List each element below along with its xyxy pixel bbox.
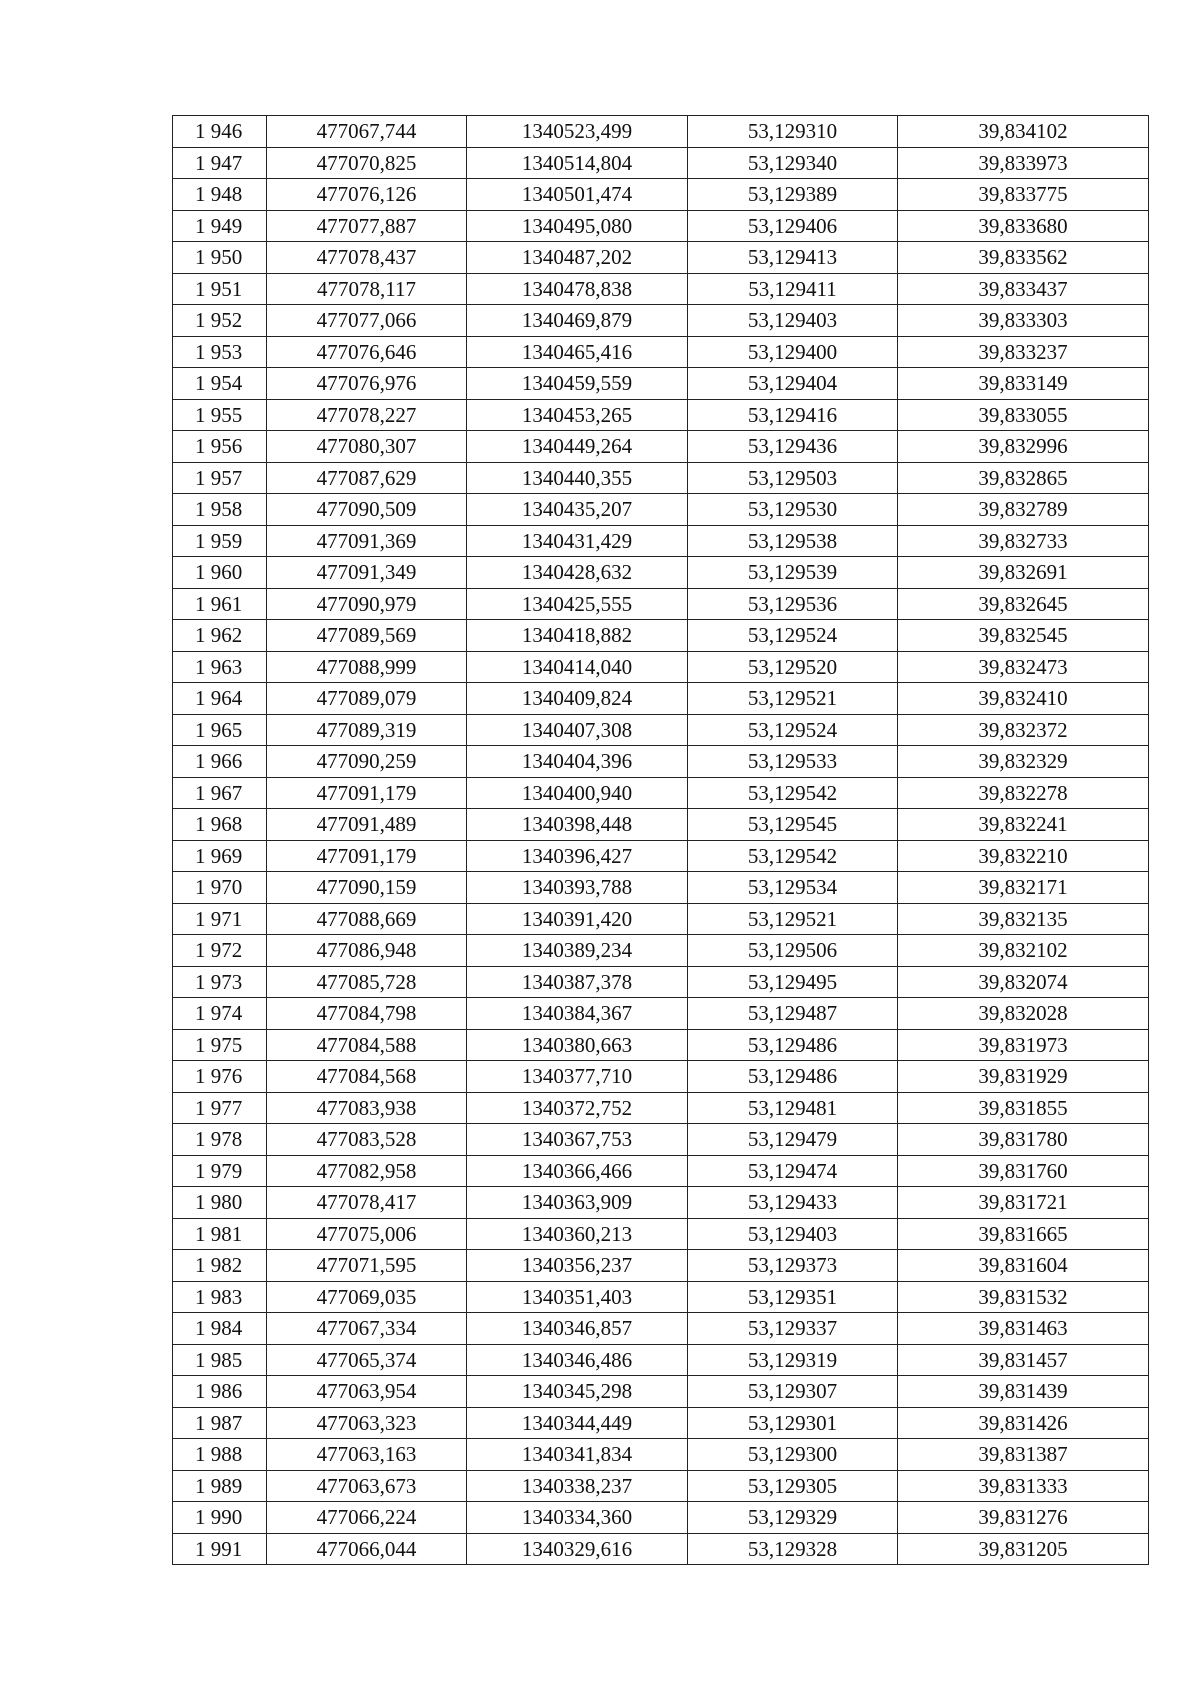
y-coordinate-cell: 1340329,616 (467, 1533, 688, 1565)
point-number-cell: 1 957 (173, 462, 267, 494)
point-number-cell: 1 972 (173, 935, 267, 967)
y-coordinate-cell: 1340398,448 (467, 809, 688, 841)
x-coordinate-cell: 477091,179 (267, 777, 467, 809)
point-number-cell: 1 948 (173, 179, 267, 211)
table-row (173, 273, 1149, 305)
table-row (173, 1061, 1149, 1093)
y-coordinate-cell: 1340404,396 (467, 746, 688, 778)
latitude-cell: 53,129539 (688, 557, 898, 589)
longitude-cell: 39,831721 (898, 1187, 1149, 1219)
longitude-cell: 39,831665 (898, 1218, 1149, 1250)
table-row (173, 620, 1149, 652)
table-row (173, 462, 1149, 494)
table-row (173, 840, 1149, 872)
latitude-cell: 53,129400 (688, 336, 898, 368)
y-coordinate-cell: 1340334,360 (467, 1502, 688, 1534)
table-row (173, 368, 1149, 400)
table-row (173, 1218, 1149, 1250)
point-number-cell: 1 963 (173, 651, 267, 683)
point-number-cell: 1 965 (173, 714, 267, 746)
x-coordinate-cell: 477082,958 (267, 1155, 467, 1187)
y-coordinate-cell: 1340380,663 (467, 1029, 688, 1061)
longitude-cell: 39,833562 (898, 242, 1149, 274)
table-row (173, 1407, 1149, 1439)
y-coordinate-cell: 1340428,632 (467, 557, 688, 589)
latitude-cell: 53,129411 (688, 273, 898, 305)
point-number-cell: 1 977 (173, 1092, 267, 1124)
longitude-cell: 39,833303 (898, 305, 1149, 337)
table-row (173, 525, 1149, 557)
longitude-cell: 39,831604 (898, 1250, 1149, 1282)
point-number-cell: 1 991 (173, 1533, 267, 1565)
point-number-cell: 1 988 (173, 1439, 267, 1471)
latitude-cell: 53,129495 (688, 966, 898, 998)
table-row (173, 998, 1149, 1030)
longitude-cell: 39,832102 (898, 935, 1149, 967)
longitude-cell: 39,831205 (898, 1533, 1149, 1565)
x-coordinate-cell: 477076,976 (267, 368, 467, 400)
y-coordinate-cell: 1340363,909 (467, 1187, 688, 1219)
x-coordinate-cell: 477078,117 (267, 273, 467, 305)
point-number-cell: 1 982 (173, 1250, 267, 1282)
table-row (173, 336, 1149, 368)
latitude-cell: 53,129337 (688, 1313, 898, 1345)
table-row (173, 1250, 1149, 1282)
y-coordinate-cell: 1340407,308 (467, 714, 688, 746)
table-row (173, 714, 1149, 746)
point-number-cell: 1 966 (173, 746, 267, 778)
longitude-cell: 39,832789 (898, 494, 1149, 526)
point-number-cell: 1 950 (173, 242, 267, 274)
x-coordinate-cell: 477063,323 (267, 1407, 467, 1439)
latitude-cell: 53,129433 (688, 1187, 898, 1219)
latitude-cell: 53,129486 (688, 1029, 898, 1061)
point-number-cell: 1 978 (173, 1124, 267, 1156)
point-number-cell: 1 990 (173, 1502, 267, 1534)
point-number-cell: 1 953 (173, 336, 267, 368)
x-coordinate-cell: 477085,728 (267, 966, 467, 998)
x-coordinate-cell: 477076,646 (267, 336, 467, 368)
x-coordinate-cell: 477089,079 (267, 683, 467, 715)
x-coordinate-cell: 477070,825 (267, 147, 467, 179)
longitude-cell: 39,832028 (898, 998, 1149, 1030)
y-coordinate-cell: 1340400,940 (467, 777, 688, 809)
y-coordinate-cell: 1340344,449 (467, 1407, 688, 1439)
x-coordinate-cell: 477084,568 (267, 1061, 467, 1093)
latitude-cell: 53,129436 (688, 431, 898, 463)
x-coordinate-cell: 477091,369 (267, 525, 467, 557)
longitude-cell: 39,833973 (898, 147, 1149, 179)
longitude-cell: 39,831426 (898, 1407, 1149, 1439)
table-row (173, 872, 1149, 904)
y-coordinate-cell: 1340465,416 (467, 336, 688, 368)
y-coordinate-cell: 1340360,213 (467, 1218, 688, 1250)
longitude-cell: 39,833055 (898, 399, 1149, 431)
y-coordinate-cell: 1340377,710 (467, 1061, 688, 1093)
latitude-cell: 53,129538 (688, 525, 898, 557)
longitude-cell: 39,832210 (898, 840, 1149, 872)
table-row (173, 1470, 1149, 1502)
longitude-cell: 39,832410 (898, 683, 1149, 715)
latitude-cell: 53,129351 (688, 1281, 898, 1313)
coordinates-table (172, 115, 1149, 1565)
x-coordinate-cell: 477066,044 (267, 1533, 467, 1565)
table-row (173, 557, 1149, 589)
longitude-cell: 39,832074 (898, 966, 1149, 998)
point-number-cell: 1 954 (173, 368, 267, 400)
table-row (173, 1281, 1149, 1313)
latitude-cell: 53,129416 (688, 399, 898, 431)
x-coordinate-cell: 477076,126 (267, 179, 467, 211)
longitude-cell: 39,831929 (898, 1061, 1149, 1093)
point-number-cell: 1 981 (173, 1218, 267, 1250)
longitude-cell: 39,833149 (898, 368, 1149, 400)
latitude-cell: 53,129486 (688, 1061, 898, 1093)
latitude-cell: 53,129413 (688, 242, 898, 274)
y-coordinate-cell: 1340366,466 (467, 1155, 688, 1187)
y-coordinate-cell: 1340449,264 (467, 431, 688, 463)
point-number-cell: 1 956 (173, 431, 267, 463)
latitude-cell: 53,129506 (688, 935, 898, 967)
longitude-cell: 39,832545 (898, 620, 1149, 652)
latitude-cell: 53,129521 (688, 683, 898, 715)
x-coordinate-cell: 477063,163 (267, 1439, 467, 1471)
point-number-cell: 1 949 (173, 210, 267, 242)
point-number-cell: 1 986 (173, 1376, 267, 1408)
x-coordinate-cell: 477091,179 (267, 840, 467, 872)
longitude-cell: 39,832473 (898, 651, 1149, 683)
x-coordinate-cell: 477069,035 (267, 1281, 467, 1313)
longitude-cell: 39,832645 (898, 588, 1149, 620)
x-coordinate-cell: 477084,798 (267, 998, 467, 1030)
y-coordinate-cell: 1340478,838 (467, 273, 688, 305)
point-number-cell: 1 951 (173, 273, 267, 305)
x-coordinate-cell: 477088,999 (267, 651, 467, 683)
table-row (173, 116, 1149, 148)
table-row (173, 588, 1149, 620)
longitude-cell: 39,831532 (898, 1281, 1149, 1313)
x-coordinate-cell: 477067,744 (267, 116, 467, 148)
x-coordinate-cell: 477084,588 (267, 1029, 467, 1061)
x-coordinate-cell: 477067,334 (267, 1313, 467, 1345)
x-coordinate-cell: 477089,569 (267, 620, 467, 652)
point-number-cell: 1 955 (173, 399, 267, 431)
table-row (173, 1439, 1149, 1471)
table-row (173, 179, 1149, 211)
longitude-cell: 39,831387 (898, 1439, 1149, 1471)
point-number-cell: 1 989 (173, 1470, 267, 1502)
point-number-cell: 1 947 (173, 147, 267, 179)
longitude-cell: 39,831276 (898, 1502, 1149, 1534)
table-row (173, 1029, 1149, 1061)
y-coordinate-cell: 1340501,474 (467, 179, 688, 211)
latitude-cell: 53,129534 (688, 872, 898, 904)
y-coordinate-cell: 1340414,040 (467, 651, 688, 683)
y-coordinate-cell: 1340345,298 (467, 1376, 688, 1408)
latitude-cell: 53,129503 (688, 462, 898, 494)
point-number-cell: 1 987 (173, 1407, 267, 1439)
y-coordinate-cell: 1340367,753 (467, 1124, 688, 1156)
longitude-cell: 39,831457 (898, 1344, 1149, 1376)
x-coordinate-cell: 477089,319 (267, 714, 467, 746)
point-number-cell: 1 976 (173, 1061, 267, 1093)
x-coordinate-cell: 477063,954 (267, 1376, 467, 1408)
longitude-cell: 39,832733 (898, 525, 1149, 557)
y-coordinate-cell: 1340356,237 (467, 1250, 688, 1282)
y-coordinate-cell: 1340372,752 (467, 1092, 688, 1124)
table-row (173, 210, 1149, 242)
point-number-cell: 1 970 (173, 872, 267, 904)
longitude-cell: 39,832691 (898, 557, 1149, 589)
point-number-cell: 1 969 (173, 840, 267, 872)
x-coordinate-cell: 477083,528 (267, 1124, 467, 1156)
point-number-cell: 1 959 (173, 525, 267, 557)
y-coordinate-cell: 1340495,080 (467, 210, 688, 242)
point-number-cell: 1 983 (173, 1281, 267, 1313)
table-row (173, 1344, 1149, 1376)
y-coordinate-cell: 1340453,265 (467, 399, 688, 431)
point-number-cell: 1 946 (173, 116, 267, 148)
y-coordinate-cell: 1340346,857 (467, 1313, 688, 1345)
table-row (173, 399, 1149, 431)
latitude-cell: 53,129479 (688, 1124, 898, 1156)
y-coordinate-cell: 1340469,879 (467, 305, 688, 337)
latitude-cell: 53,129403 (688, 305, 898, 337)
longitude-cell: 39,832865 (898, 462, 1149, 494)
table-row (173, 746, 1149, 778)
point-number-cell: 1 962 (173, 620, 267, 652)
point-number-cell: 1 975 (173, 1029, 267, 1061)
x-coordinate-cell: 477065,374 (267, 1344, 467, 1376)
latitude-cell: 53,129319 (688, 1344, 898, 1376)
point-number-cell: 1 974 (173, 998, 267, 1030)
latitude-cell: 53,129524 (688, 620, 898, 652)
longitude-cell: 39,832372 (898, 714, 1149, 746)
latitude-cell: 53,129520 (688, 651, 898, 683)
x-coordinate-cell: 477090,159 (267, 872, 467, 904)
table-row (173, 903, 1149, 935)
longitude-cell: 39,832135 (898, 903, 1149, 935)
longitude-cell: 39,831463 (898, 1313, 1149, 1345)
y-coordinate-cell: 1340459,559 (467, 368, 688, 400)
table-row (173, 966, 1149, 998)
longitude-cell: 39,834102 (898, 116, 1149, 148)
table-row (173, 683, 1149, 715)
table-row (173, 651, 1149, 683)
latitude-cell: 53,129406 (688, 210, 898, 242)
longitude-cell: 39,832171 (898, 872, 1149, 904)
point-number-cell: 1 960 (173, 557, 267, 589)
longitude-cell: 39,832241 (898, 809, 1149, 841)
y-coordinate-cell: 1340396,427 (467, 840, 688, 872)
x-coordinate-cell: 477063,673 (267, 1470, 467, 1502)
latitude-cell: 53,129542 (688, 840, 898, 872)
y-coordinate-cell: 1340341,834 (467, 1439, 688, 1471)
longitude-cell: 39,831333 (898, 1470, 1149, 1502)
table-row (173, 1187, 1149, 1219)
latitude-cell: 53,129403 (688, 1218, 898, 1250)
x-coordinate-cell: 477075,006 (267, 1218, 467, 1250)
y-coordinate-cell: 1340393,788 (467, 872, 688, 904)
latitude-cell: 53,129536 (688, 588, 898, 620)
table-row (173, 1502, 1149, 1534)
latitude-cell: 53,129533 (688, 746, 898, 778)
table-row (173, 935, 1149, 967)
y-coordinate-cell: 1340440,355 (467, 462, 688, 494)
longitude-cell: 39,831760 (898, 1155, 1149, 1187)
x-coordinate-cell: 477091,489 (267, 809, 467, 841)
latitude-cell: 53,129542 (688, 777, 898, 809)
y-coordinate-cell: 1340409,824 (467, 683, 688, 715)
x-coordinate-cell: 477078,227 (267, 399, 467, 431)
x-coordinate-cell: 477078,437 (267, 242, 467, 274)
point-number-cell: 1 968 (173, 809, 267, 841)
longitude-cell: 39,831439 (898, 1376, 1149, 1408)
coordinates-table-body (173, 116, 1149, 1565)
point-number-cell: 1 967 (173, 777, 267, 809)
point-number-cell: 1 952 (173, 305, 267, 337)
latitude-cell: 53,129307 (688, 1376, 898, 1408)
y-coordinate-cell: 1340387,378 (467, 966, 688, 998)
longitude-cell: 39,833775 (898, 179, 1149, 211)
x-coordinate-cell: 477080,307 (267, 431, 467, 463)
latitude-cell: 53,129524 (688, 714, 898, 746)
x-coordinate-cell: 477090,259 (267, 746, 467, 778)
latitude-cell: 53,129328 (688, 1533, 898, 1565)
table-row (173, 494, 1149, 526)
latitude-cell: 53,129301 (688, 1407, 898, 1439)
longitude-cell: 39,831973 (898, 1029, 1149, 1061)
x-coordinate-cell: 477077,066 (267, 305, 467, 337)
x-coordinate-cell: 477078,417 (267, 1187, 467, 1219)
table-row (173, 1124, 1149, 1156)
x-coordinate-cell: 477071,595 (267, 1250, 467, 1282)
point-number-cell: 1 964 (173, 683, 267, 715)
latitude-cell: 53,129373 (688, 1250, 898, 1282)
y-coordinate-cell: 1340351,403 (467, 1281, 688, 1313)
y-coordinate-cell: 1340523,499 (467, 116, 688, 148)
x-coordinate-cell: 477087,629 (267, 462, 467, 494)
longitude-cell: 39,831855 (898, 1092, 1149, 1124)
table-row (173, 1533, 1149, 1565)
latitude-cell: 53,129404 (688, 368, 898, 400)
longitude-cell: 39,832996 (898, 431, 1149, 463)
latitude-cell: 53,129340 (688, 147, 898, 179)
latitude-cell: 53,129474 (688, 1155, 898, 1187)
latitude-cell: 53,129300 (688, 1439, 898, 1471)
x-coordinate-cell: 477083,938 (267, 1092, 467, 1124)
table-row (173, 1155, 1149, 1187)
table-row (173, 147, 1149, 179)
x-coordinate-cell: 477088,669 (267, 903, 467, 935)
x-coordinate-cell: 477077,887 (267, 210, 467, 242)
y-coordinate-cell: 1340346,486 (467, 1344, 688, 1376)
table-row (173, 1313, 1149, 1345)
point-number-cell: 1 973 (173, 966, 267, 998)
longitude-cell: 39,831780 (898, 1124, 1149, 1156)
y-coordinate-cell: 1340435,207 (467, 494, 688, 526)
x-coordinate-cell: 477091,349 (267, 557, 467, 589)
y-coordinate-cell: 1340391,420 (467, 903, 688, 935)
point-number-cell: 1 971 (173, 903, 267, 935)
y-coordinate-cell: 1340514,804 (467, 147, 688, 179)
point-number-cell: 1 958 (173, 494, 267, 526)
longitude-cell: 39,833237 (898, 336, 1149, 368)
longitude-cell: 39,833437 (898, 273, 1149, 305)
point-number-cell: 1 984 (173, 1313, 267, 1345)
latitude-cell: 53,129329 (688, 1502, 898, 1534)
longitude-cell: 39,832329 (898, 746, 1149, 778)
latitude-cell: 53,129481 (688, 1092, 898, 1124)
table-row (173, 305, 1149, 337)
table-row (173, 1092, 1149, 1124)
latitude-cell: 53,129530 (688, 494, 898, 526)
x-coordinate-cell: 477086,948 (267, 935, 467, 967)
table-row (173, 242, 1149, 274)
table-row (173, 777, 1149, 809)
y-coordinate-cell: 1340338,237 (467, 1470, 688, 1502)
longitude-cell: 39,833680 (898, 210, 1149, 242)
latitude-cell: 53,129389 (688, 179, 898, 211)
latitude-cell: 53,129305 (688, 1470, 898, 1502)
x-coordinate-cell: 477066,224 (267, 1502, 467, 1534)
table-row (173, 431, 1149, 463)
x-coordinate-cell: 477090,979 (267, 588, 467, 620)
latitude-cell: 53,129521 (688, 903, 898, 935)
point-number-cell: 1 985 (173, 1344, 267, 1376)
table-row (173, 1376, 1149, 1408)
y-coordinate-cell: 1340487,202 (467, 242, 688, 274)
x-coordinate-cell: 477090,509 (267, 494, 467, 526)
latitude-cell: 53,129545 (688, 809, 898, 841)
y-coordinate-cell: 1340384,367 (467, 998, 688, 1030)
point-number-cell: 1 961 (173, 588, 267, 620)
y-coordinate-cell: 1340389,234 (467, 935, 688, 967)
y-coordinate-cell: 1340431,429 (467, 525, 688, 557)
latitude-cell: 53,129487 (688, 998, 898, 1030)
longitude-cell: 39,832278 (898, 777, 1149, 809)
point-number-cell: 1 980 (173, 1187, 267, 1219)
point-number-cell: 1 979 (173, 1155, 267, 1187)
y-coordinate-cell: 1340418,882 (467, 620, 688, 652)
latitude-cell: 53,129310 (688, 116, 898, 148)
table-row (173, 809, 1149, 841)
y-coordinate-cell: 1340425,555 (467, 588, 688, 620)
